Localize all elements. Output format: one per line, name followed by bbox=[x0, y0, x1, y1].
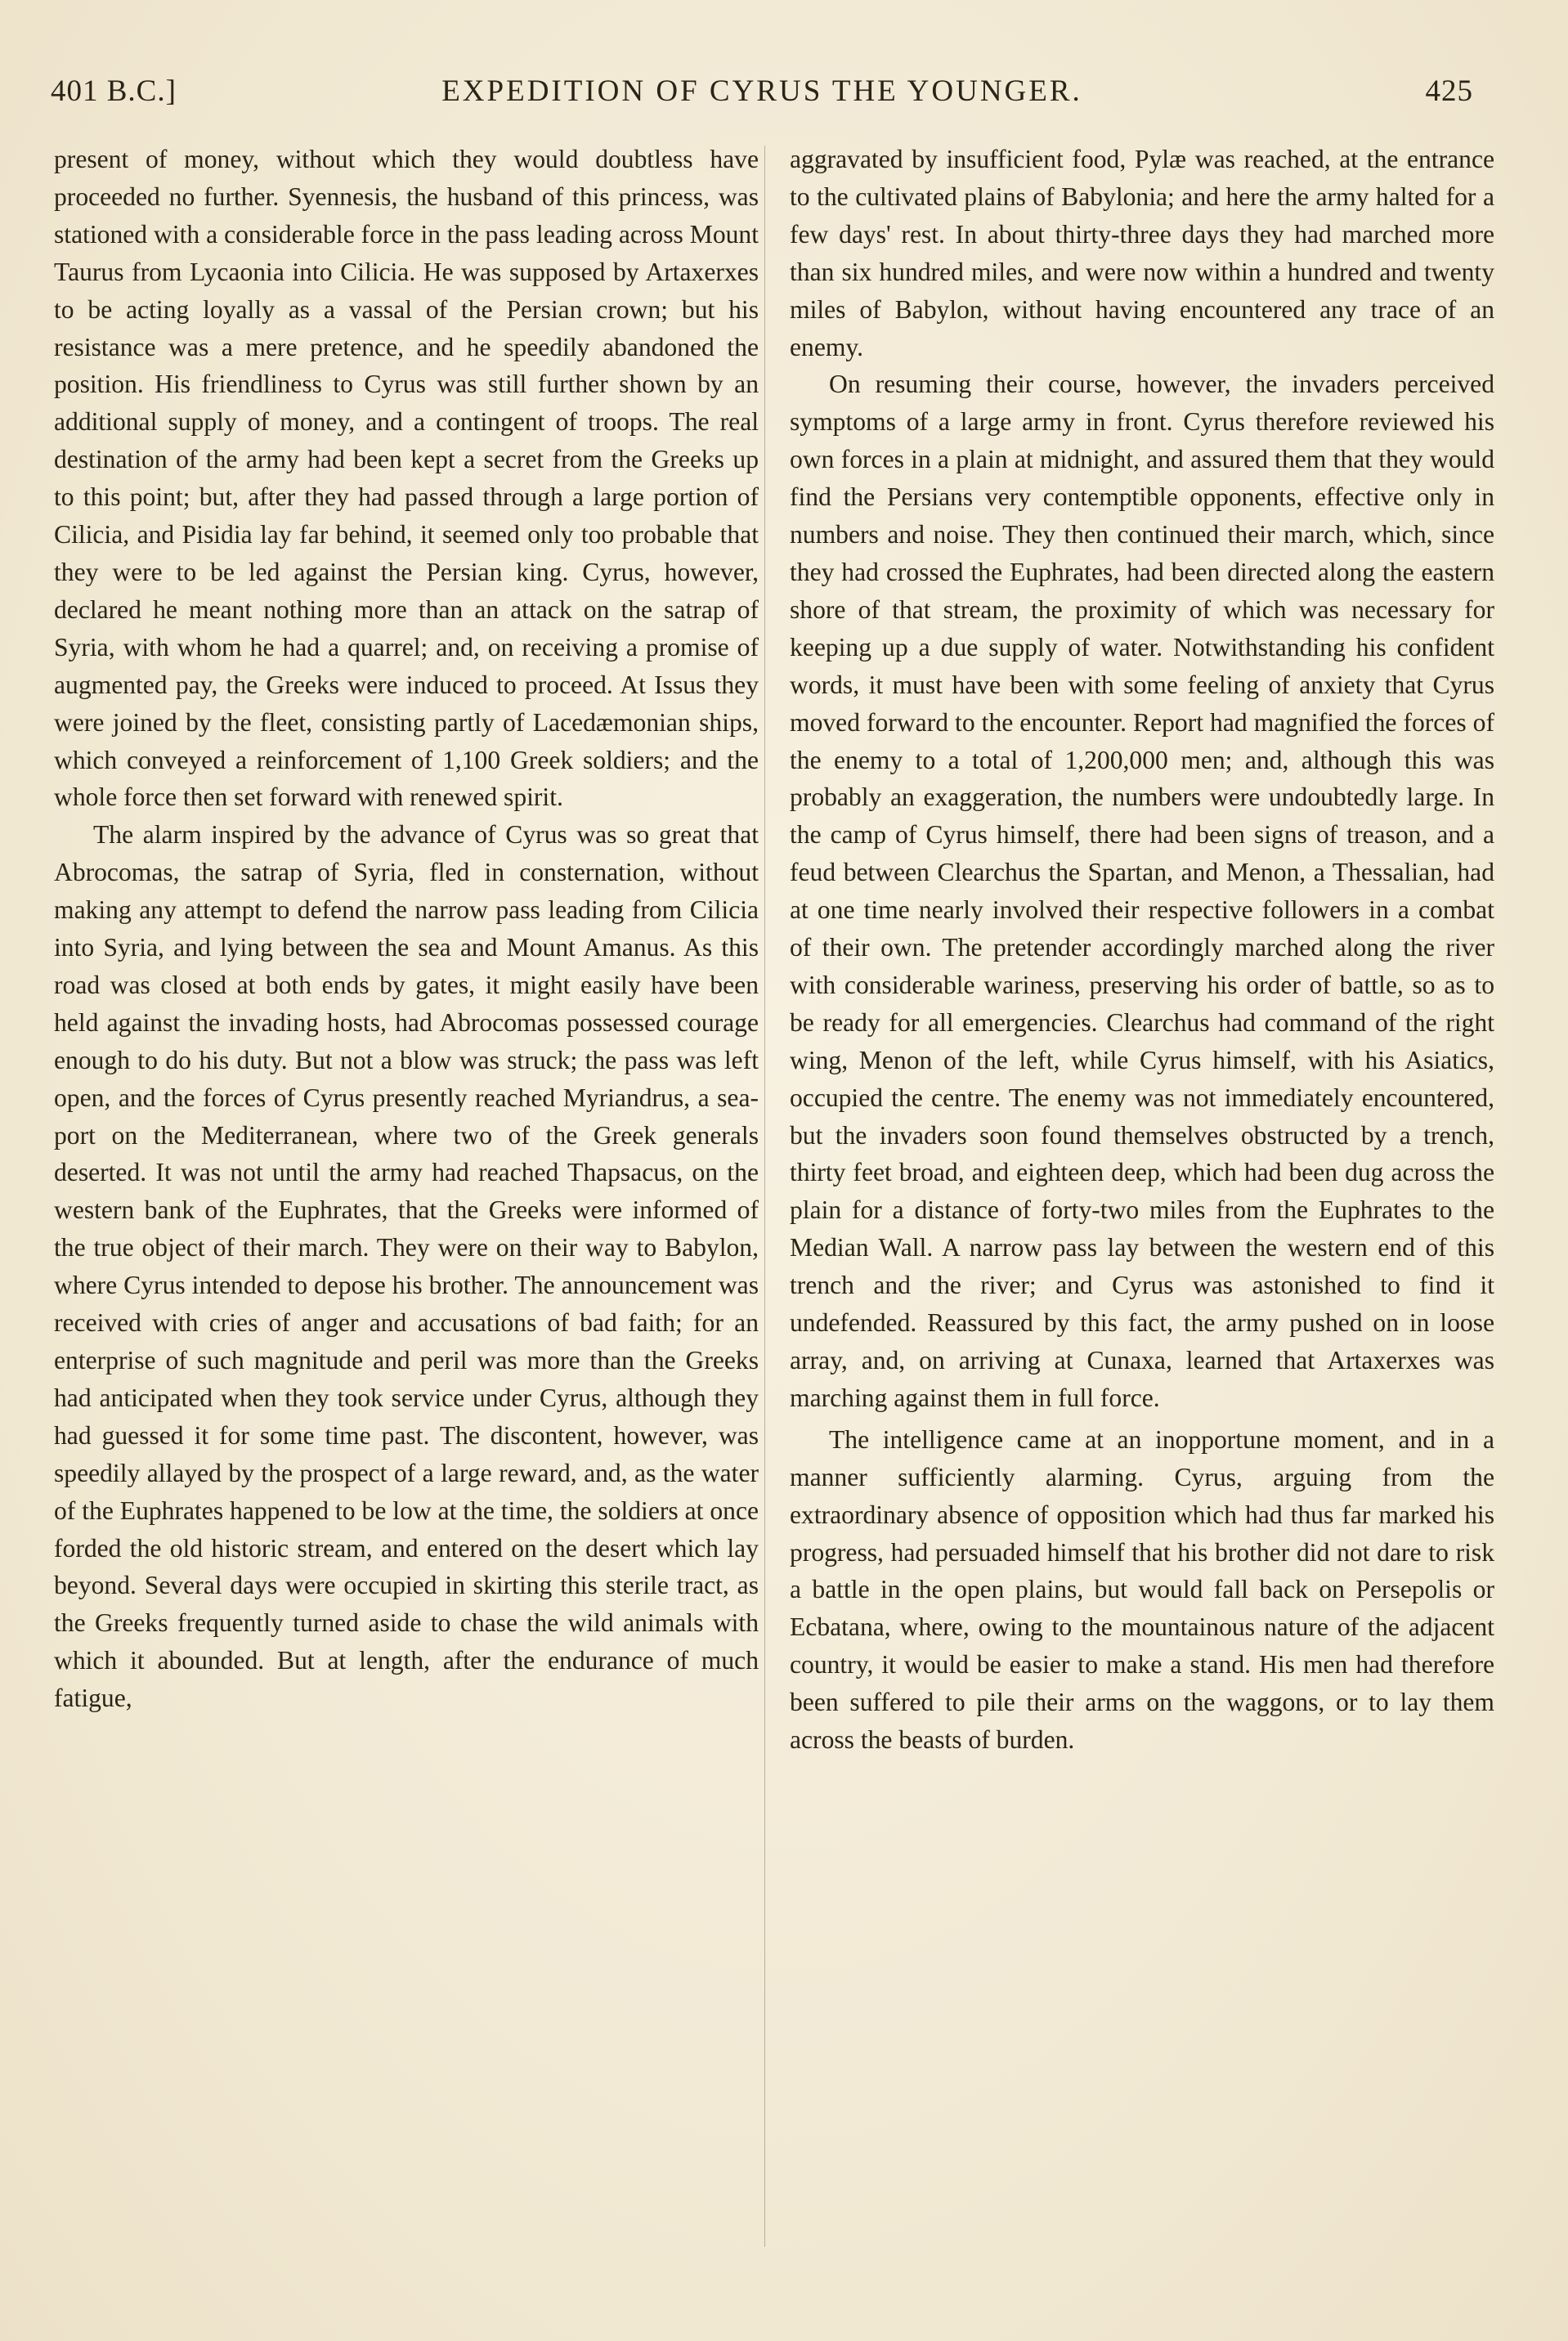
left-column bbox=[54, 141, 759, 1717]
running-head bbox=[51, 67, 1473, 116]
paragraph: aggravated by insufficient food, Pylæ was reached, at the entrance to the cultivated plains of Babylonia; and here the army halted for a few days' rest. In about thirty-three days they had marched more than six hundred miles, and were now within a hundred and twenty miles of Babylon, without having encountered any trace of an enemy. bbox=[790, 145, 1494, 361]
paragraph: On resuming their course, however, the invaders perceived symptoms of a large army in front. Cyrus therefore reviewed his own forces in a plain at midnight, and assured them that they would find the Persians very contemptible opponents, effective only in numbers and noise. They then continued their march, which, since they had crossed the Euphrates, had been directed along the eastern shore of that stream, the proximity of which was necessary for keeping up a due supply of water. Notwithstanding his confident words, it must have been with some feeling of anxiety that Cyrus moved forward to the encounter. Report had magnified the forces of the enemy to a total of 1,200,000 men; and, although this was probably an exaggeration, the numbers were undoubtedly large. In the camp of Cyrus himself, there had been signs of treason, and a feud between Clearchus the Spartan, and Menon, a Thessalian, had at one time nearly involved their respective followers in a combat of their own. The pretender accordingly marched along the river with considerable wariness, preserving his order of battle, so as to be ready for all emergencies. Clearchus had command of the right wing, Menon of the left, while Cyrus himself, with his Asiatics, occupied the centre. The enemy was not immediately encountered, but the invaders soon found themselves obstructed by a trench, thirty feet broad, and eighteen deep, which had been dug across the plain for a distance of forty-two miles from the Euphrates to the Median Wall. A narrow pass lay between the western end of this trench and the river; and Cyrus was astonished to find it undefended. Reassured by this fact, the army pushed on in loose array, and, on arriving at Cunaxa, learned that Artaxerxes was marching against them in full force. bbox=[790, 370, 1494, 1412]
page-title: EXPEDITION OF CYRUS THE YOUNGER. bbox=[441, 74, 1082, 108]
date-marker: 401 B.C.] bbox=[51, 74, 177, 108]
paragraph: The alarm inspired by the advance of Cyrus was so great that Abrocomas, the satrap of Syria, fled in consternation, without making any attempt to defend the narrow pass leading from Cilicia into Syria, and lying between the sea and Mount Amanus. As this road was closed at both ends by gates, it might easily have been held against the invading hosts, had Abrocomas possessed courage enough to do his duty. But not a blow was struck; the pass was left open, and the forces of Cyrus presently reached Myriandrus, a sea-port on the Mediterranean, where two of the Greek generals deserted. It was not until the army had reached Thapsacus, on the western bank of the Euphrates, that the Greeks were informed of the true object of their march. They were on their way to Babylon, where Cyrus intended to depose his brother. The announcement was received with cries of anger and accusations of bad faith; for an enterprise of such magnitude and peril was more than the Greeks had anticipated when they took service under Cyrus, although they had guessed it for some time past. The discontent, however, was speedily allayed by the prospect of a large reward, and, as the water of the Euphrates happened to be low at the time, the soldiers at once forded the old historic stream, and entered on the desert which lay beyond. Several days were occupied in skirting this sterile tract, as the Greeks frequently turned aside to chase the wild animals with which it abounded. But at length, after the endurance of much fatigue, bbox=[54, 820, 759, 1713]
page-number: 425 bbox=[1425, 74, 1473, 108]
paragraph: present of money, without which they would doubtless have proceeded no further. Syennesis, the husband of this princess, was stationed with a considerable force in the pass leading across Mount Taurus from Lycaonia into Cilicia. He was supposed by Artaxerxes to be acting loyally as a vassal of the Persian crown; but his resistance was a mere pretence, and he speedily abandoned the position. His friendliness to Cyrus was still further shown by an additional supply of money, and a contingent of troops. The real destination of the army had been kept a secret from the Greeks up to this point; but, after they had passed through a large portion of Cilicia, and Pisidia lay far behind, it seemed only too probable that they were to be led against the Persian king. Cyrus, however, declared he meant nothing more than an attack on the satrap of Syria, with whom he had a quarrel; and, on receiving a promise of augmented pay, the Greeks were induced to proceed. At Issus they were joined by the fleet, consisting partly of Lacedæmonian ships, which conveyed a reinforcement of 1,100 Greek soldiers; and the whole force then set forward with renewed spirit. bbox=[54, 145, 759, 812]
column-divider bbox=[764, 146, 765, 2247]
paragraph: The intelligence came at an inopportune moment, and in a manner sufficiently alarming. Cyrus, arguing from the extraordinary absence of opposition which had thus far marked his progress, had persuaded himself that his brother did not dare to risk a battle in the open plains, but would fall back on Persepolis or Ecbatana, where, owing to the mountainous nature of the adjacent country, it would be easier to make a stand. His men had therefore been suffered to pile their arms on the waggons, or to lay them across the beasts of burden. bbox=[790, 1424, 1494, 1755]
right-column bbox=[790, 141, 1494, 1759]
